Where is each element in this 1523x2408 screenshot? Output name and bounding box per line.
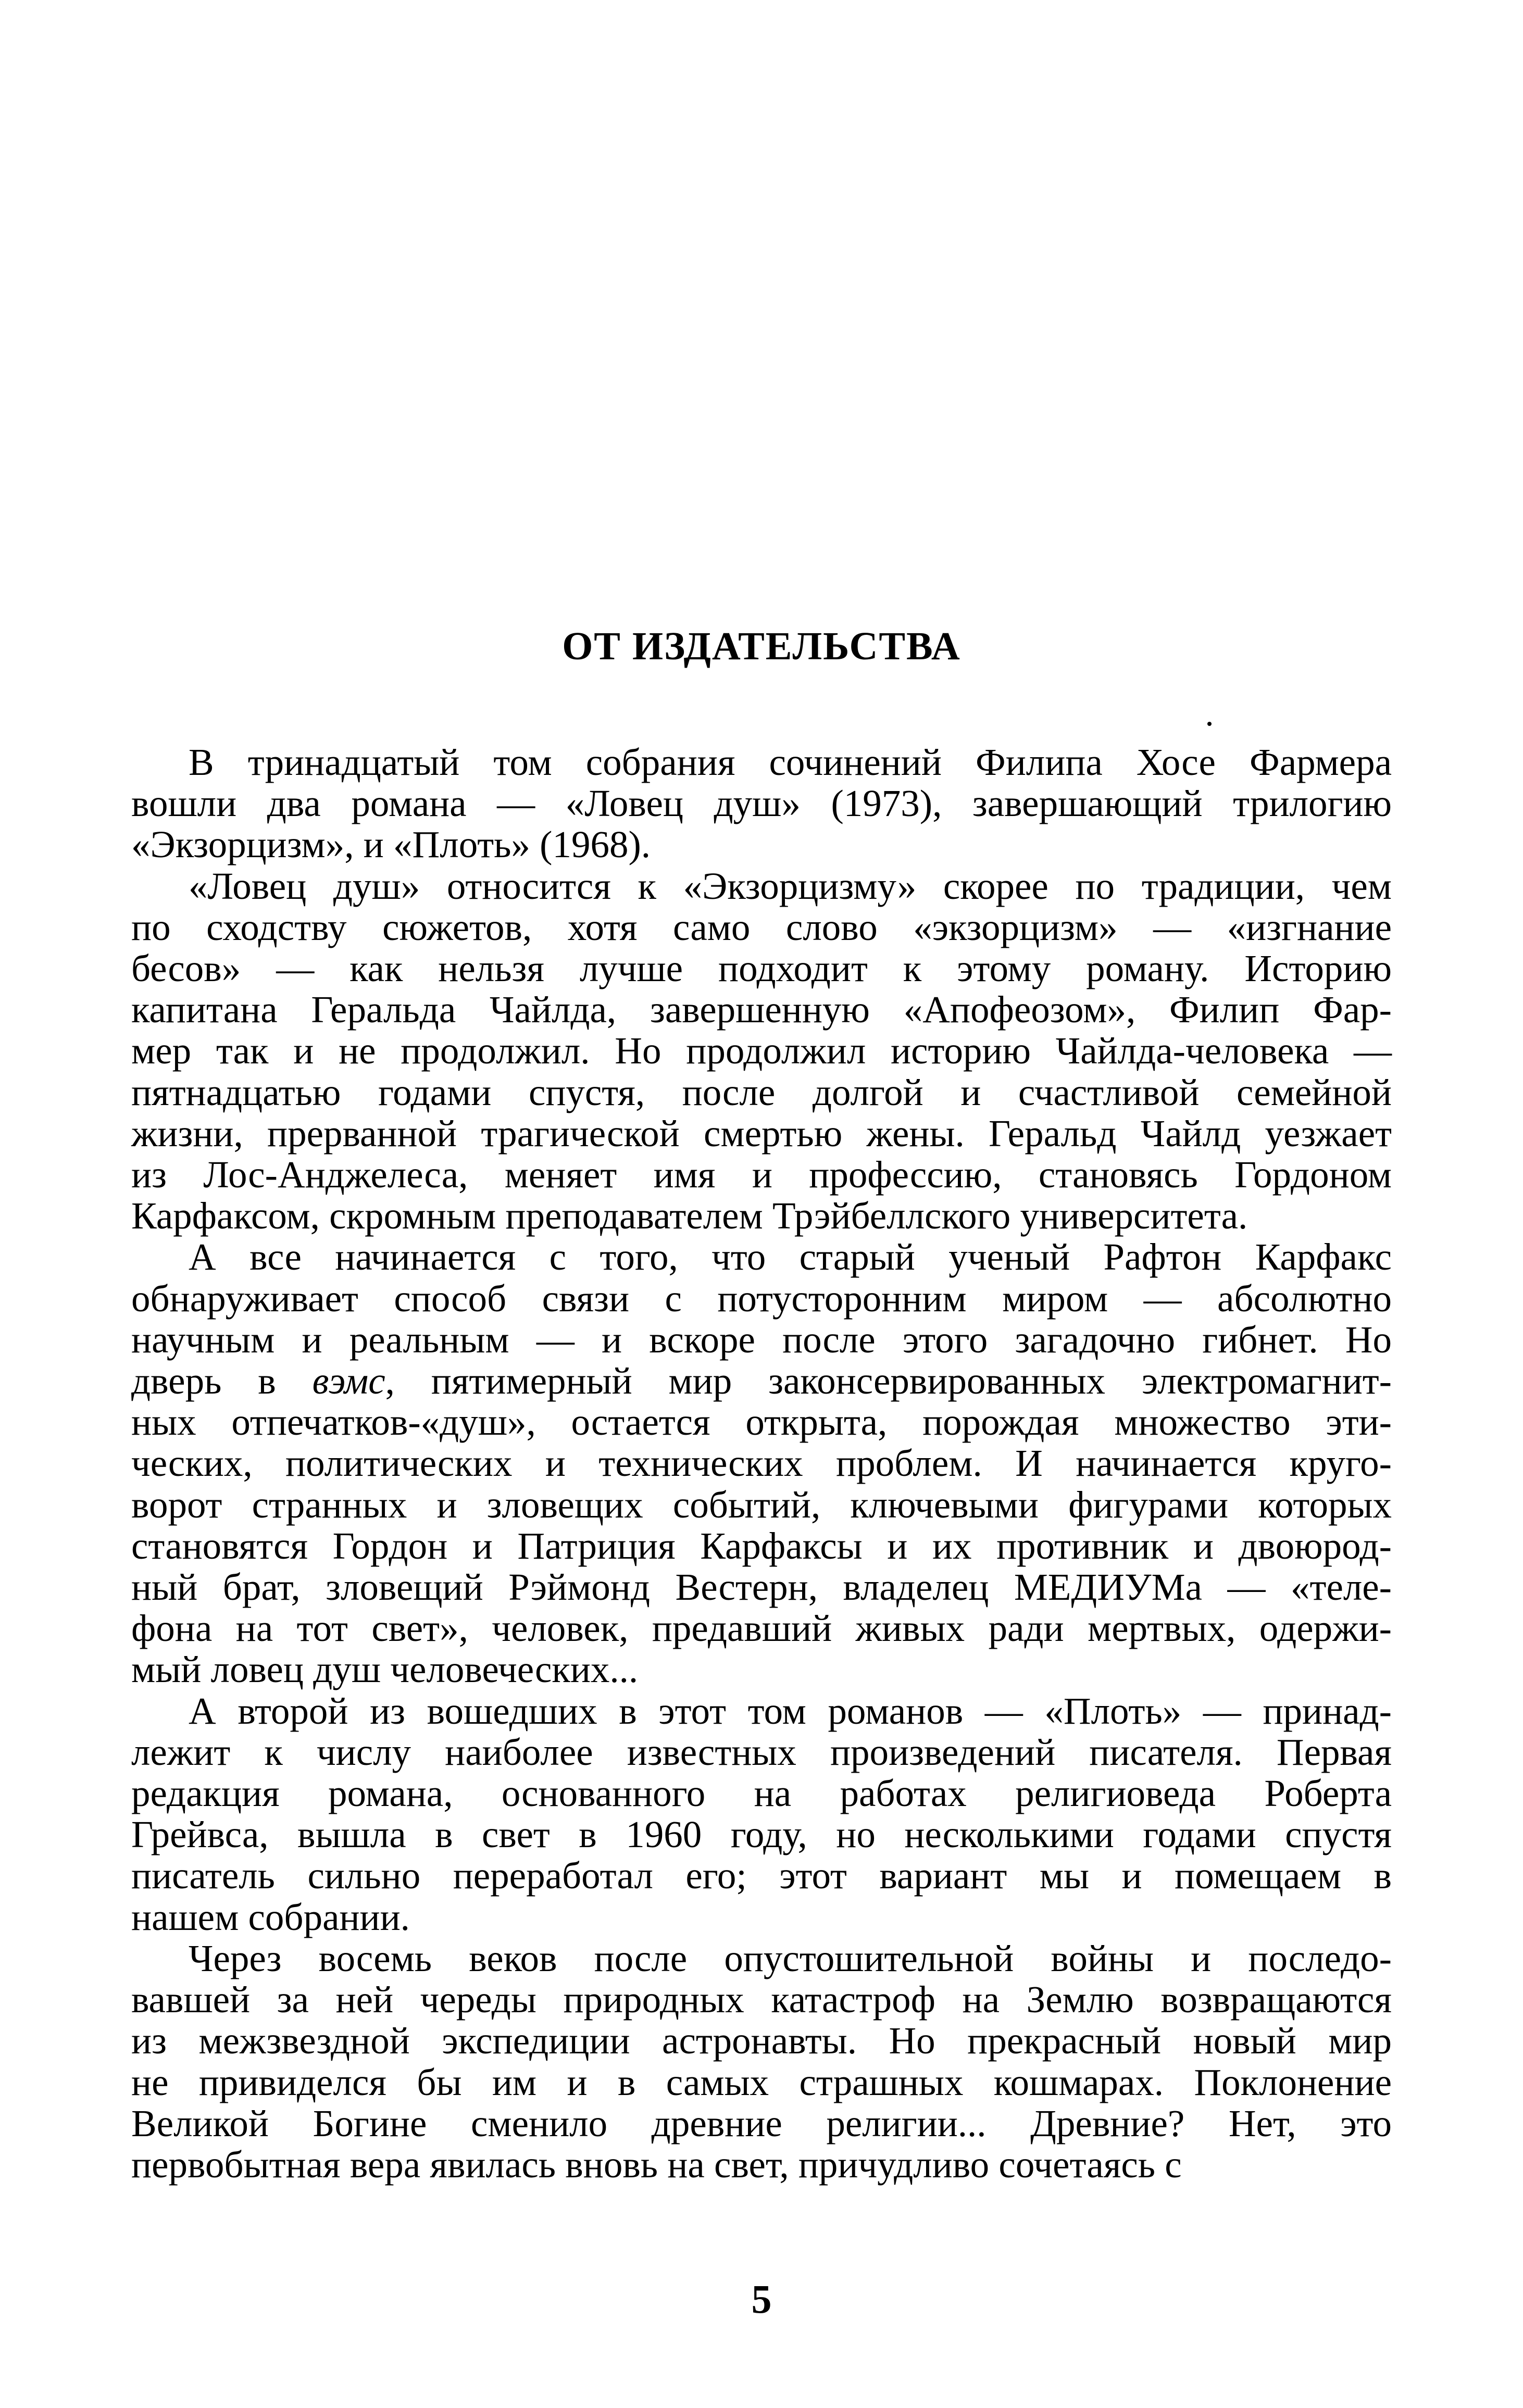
page-number: 5	[751, 2276, 772, 2322]
text-line: писатель сильно переработал его; этот вариант мы и помещаем в	[131, 1854, 1392, 1897]
text-line: бесов» — как нельзя лучше подходит к этому роману. Историю	[131, 947, 1392, 990]
text-line: вавшей за ней череды природных катастроф на Землю возвращаются	[131, 1978, 1392, 2021]
text-line: мер так и не продолжил. Но продолжил историю Чайлда-человека —	[131, 1030, 1392, 1072]
text-line: Великой Богине сменило древние религии... Древние? Нет, это	[131, 2102, 1392, 2144]
text-line: капитана Геральда Чайлда, завершенную «Апофеозом», Филип Фар-	[131, 988, 1392, 1031]
text-line: ных отпечатков-«душ», остается открыта, порождая множество эти-	[131, 1401, 1392, 1444]
text-line: из Лос-Анджелеса, меняет имя и профессию, становясь Гордоном	[131, 1153, 1392, 1196]
italic-term: вэмс	[312, 1360, 385, 1402]
text-line: фона на тот свет», человек, предавший живых ради мертвых, одержи-	[131, 1607, 1392, 1650]
text-line: становятся Гордон и Патриция Карфаксы и их противник и двоюрод-	[131, 1524, 1392, 1567]
text-line: Карфаксом, скромным преподавателем Трэйбеллского университета.	[131, 1195, 1248, 1237]
text-line: «Экзорцизм», и «Плоть» (1968).	[131, 823, 651, 866]
text-line: жизни, прерванной трагической смертью жены. Геральд Чайлд уезжает	[131, 1112, 1392, 1155]
text-line: «Ловец душ» относится к «Экзорцизму» скорее по традиции, чем	[189, 864, 1392, 907]
text-line: Грейвса, вышла в свет в 1960 году, но несколькими годами спустя	[131, 1813, 1392, 1856]
body-text	[131, 742, 1392, 2185]
text-line: не привиделся бы им и в самых страшных кошмарах. Поклонение	[131, 2061, 1392, 2103]
text-line: первобытная вера явилась вновь на свет, причудливо сочетаясь с	[131, 2143, 1182, 2186]
page-heading: ОТ ИЗДАТЕЛЬСТВА	[562, 624, 961, 668]
paragraph	[131, 1236, 1392, 1690]
paragraph	[131, 1690, 1392, 1938]
text-line: научным и реальным — и вскоре после этого загадочно гибнет. Но	[131, 1318, 1392, 1361]
text-line: ворот странных и зловещих событий, ключевыми фигурами которых	[131, 1483, 1392, 1526]
paragraph	[131, 866, 1392, 1237]
text-line: пятнадцатью годами спустя, после долгой и счастливой семейной	[131, 1071, 1392, 1113]
text-line: нашем собрании.	[131, 1896, 410, 1938]
print-speck	[1207, 722, 1212, 726]
text-line: А все начинается с того, что старый ученый Рафтон Карфакс	[189, 1236, 1392, 1278]
text-line: мый ловец душ человеческих...	[131, 1648, 639, 1691]
text-line: по сходству сюжетов, хотя само слово «экзорцизм» — «изгнание	[131, 906, 1392, 948]
text-line: Через восемь веков после опустошительной войны и последо-	[189, 1937, 1392, 1979]
text-line: из межзвездной экспедиции астронавты. Но прекрасный новый мир	[131, 2020, 1392, 2062]
paragraph	[131, 742, 1392, 866]
text-line: вошли два романа — «Ловец душ» (1973), завершающий трилогию	[131, 782, 1392, 825]
paragraph	[131, 1938, 1392, 2185]
text-line: лежит к числу наиболее известных произведений писателя. Первая	[131, 1730, 1392, 1773]
text-line: ческих, политических и технических проблем. И начинается круго-	[131, 1442, 1392, 1485]
text-line: В тринадцатый том собрания сочинений Филипа Хосе Фармера	[189, 741, 1392, 783]
text-line: А второй из вошедших в этот том романов — «Плоть» — принад-	[189, 1689, 1392, 1732]
text-line: редакция романа, основанного на работах религиоведа Роберта	[131, 1772, 1392, 1815]
text-line: дверь в вэмс, пятимерный мир законсервированных электромагнит-	[131, 1360, 1392, 1402]
text-line: ный брат, зловещий Рэймонд Вестерн, владелец МЕДИУМа — «теле-	[131, 1566, 1392, 1609]
text-line: обнаруживает способ связи с потусторонним миром — абсолютно	[131, 1277, 1392, 1320]
